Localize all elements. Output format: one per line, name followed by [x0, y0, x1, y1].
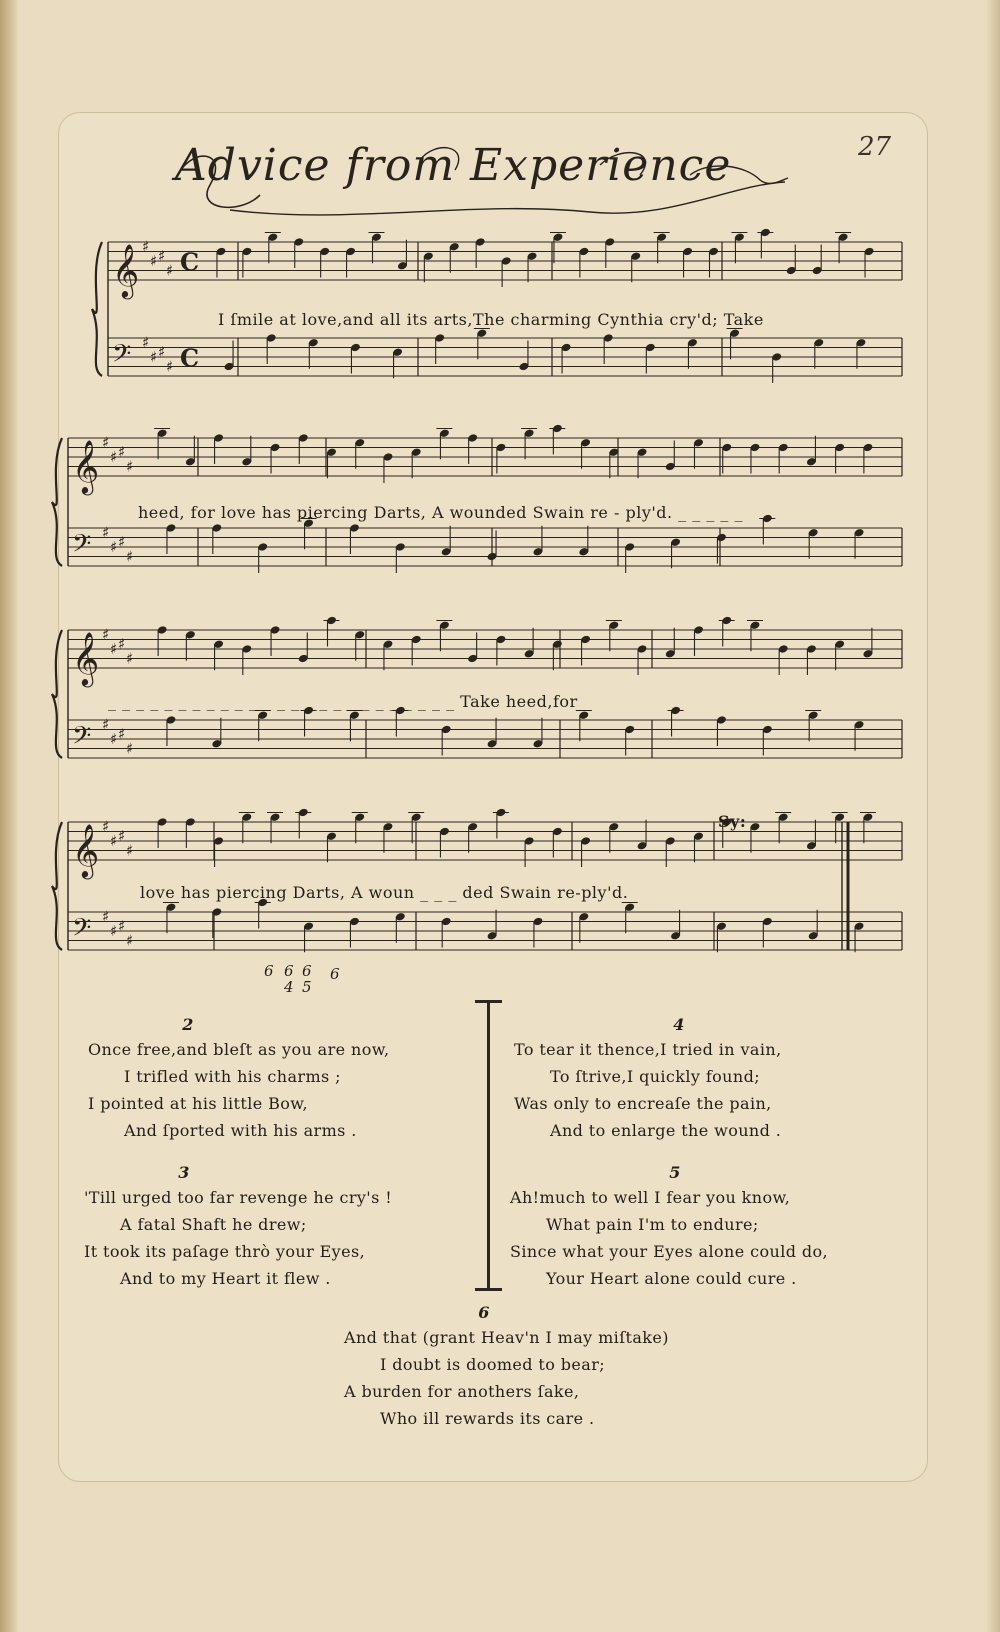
sharp-icon: ♯ [102, 817, 110, 836]
stanza-line: I trifled with his charms ; [124, 1067, 341, 1086]
figured-bass-5: 4 [284, 978, 294, 996]
time-signature-icon: C [180, 343, 200, 373]
sharp-icon: ♯ [166, 357, 174, 376]
bass-clef-icon: 𝄢 [72, 721, 92, 757]
stanza-line: And to enlarge the wound . [550, 1121, 782, 1140]
sharp-icon: ♯ [150, 251, 158, 270]
stanza-line: 'Till urged too far revenge he cry's ! [84, 1188, 393, 1207]
system-brace [52, 822, 62, 950]
figured-bass-1: 6 [264, 962, 274, 980]
stanza-line: I pointed at his little Bow, [88, 1094, 308, 1113]
time-signature-icon: C [180, 247, 200, 277]
stanza-line: I doubt is doomed to bear; [380, 1355, 606, 1374]
sharp-icon: ♯ [126, 547, 134, 566]
system-brace [92, 242, 102, 376]
stanza-line: What pain I'm to endure; [546, 1215, 759, 1234]
stanza-line: And ſported with his arms . [124, 1121, 357, 1140]
stanza-number: 3 [178, 1163, 190, 1182]
stanza-divider-cap-bottom [475, 1288, 502, 1291]
stanza-line: And that (grant Heav'n I may miſtake) [344, 1328, 669, 1347]
figured-bass-3: 6 [302, 962, 312, 980]
sharp-icon: ♯ [158, 343, 166, 361]
sharp-icon: ♯ [110, 921, 118, 940]
lyric-line-3: _ _ _ _ _ _ _ _ _ _ _ _ _ _ _ _ _ _ _ _ _ _ _ _ _ Take heed,for [108, 692, 578, 711]
figured-bass-6: 5 [302, 978, 312, 996]
sharp-icon: ♯ [118, 635, 126, 653]
lyric-line-1: I ſmile at love,and all its arts,The charming Cynthia cry'd; Take [218, 310, 764, 329]
stanza-line: To ſtrive,I quickly found; [550, 1067, 761, 1086]
stanza-2 [88, 1015, 468, 1148]
sharp-icon: ♯ [126, 931, 134, 950]
stanza-6 [344, 1303, 764, 1436]
sharp-icon: ♯ [110, 831, 118, 850]
system-brace [52, 630, 62, 758]
stanza-3 [84, 1163, 474, 1296]
sharp-icon: ♯ [102, 523, 110, 542]
sharp-icon: ♯ [150, 347, 158, 366]
sharp-icon: ♯ [126, 739, 134, 758]
sharp-icon: ♯ [118, 725, 126, 743]
stanza-line: It took its paſage thrò your Eyes, [84, 1242, 366, 1261]
treble-clef-icon: 𝄞 [72, 631, 100, 685]
stanza-number: 4 [673, 1015, 685, 1034]
sharp-icon: ♯ [142, 237, 150, 256]
treble-clef-icon: 𝄞 [72, 439, 100, 493]
stanza-line: Your Heart alone could cure . [546, 1269, 797, 1288]
stanza-4 [514, 1015, 894, 1148]
sharp-icon: ♯ [158, 247, 166, 265]
sharp-icon: ♯ [126, 649, 134, 668]
stanza-line: Who ill rewards its care . [380, 1409, 595, 1428]
page-number: 27 [858, 132, 892, 162]
song-title: Advice from Experience [175, 140, 732, 191]
sharp-icon: ♯ [166, 261, 174, 280]
sharp-icon: ♯ [102, 907, 110, 926]
sharp-icon: ♯ [110, 639, 118, 658]
sharp-icon: ♯ [118, 443, 126, 461]
stanza-line: And to my Heart it flew . [120, 1269, 331, 1288]
stanza-line: A fatal Shaft he drew; [120, 1215, 307, 1234]
system-brace [52, 438, 62, 566]
stanza-divider [487, 1000, 490, 1290]
sharp-icon: ♯ [118, 917, 126, 935]
stanza-number: 6 [478, 1303, 490, 1322]
bass-clef-icon: 𝄢 [72, 913, 92, 949]
symphony-mark: Sy: [718, 812, 747, 831]
stanza-5 [510, 1163, 910, 1296]
sharp-icon: ♯ [110, 447, 118, 466]
sharp-icon: ♯ [142, 333, 150, 352]
sharp-icon: ♯ [110, 729, 118, 748]
sharp-icon: ♯ [126, 457, 134, 476]
stanza-number: 2 [182, 1015, 194, 1034]
stanza-line: Since what your Eyes alone could do, [510, 1242, 829, 1261]
figured-bass-4: 6 [330, 965, 340, 983]
treble-clef-icon: 𝄞 [72, 823, 100, 877]
bass-clef-icon: 𝄢 [112, 339, 132, 375]
treble-clef-icon: 𝄞 [112, 243, 140, 297]
sharp-icon: ♯ [126, 841, 134, 860]
bass-clef-icon: 𝄢 [72, 529, 92, 565]
figured-bass-2: 6 [284, 962, 294, 980]
sharp-icon: ♯ [102, 433, 110, 452]
stanza-line: To tear it thence,I tried in vain, [514, 1040, 782, 1059]
stanza-number: 5 [669, 1163, 681, 1182]
sharp-icon: ♯ [102, 715, 110, 734]
lyric-line-2: heed, for love has piercing Darts, A wounded Swain re - ply'd. _ _ _ _ _ [138, 503, 744, 522]
lyric-line-4: love has piercing Darts, A woun _ _ _ ded Swain re-ply'd. [140, 883, 629, 902]
sharp-icon: ♯ [118, 533, 126, 551]
stanza-divider-cap-top [475, 1000, 502, 1003]
stanza-line: Once free,and bleſt as you are now, [88, 1040, 390, 1059]
sharp-icon: ♯ [118, 827, 126, 845]
stanza-line: Was only to encreaſe the pain, [514, 1094, 772, 1113]
sharp-icon: ♯ [110, 537, 118, 556]
stanza-line: Ah!much to well I fear you know, [510, 1188, 791, 1207]
stanza-line: A burden for anothers ſake, [344, 1382, 580, 1401]
sharp-icon: ♯ [102, 625, 110, 644]
